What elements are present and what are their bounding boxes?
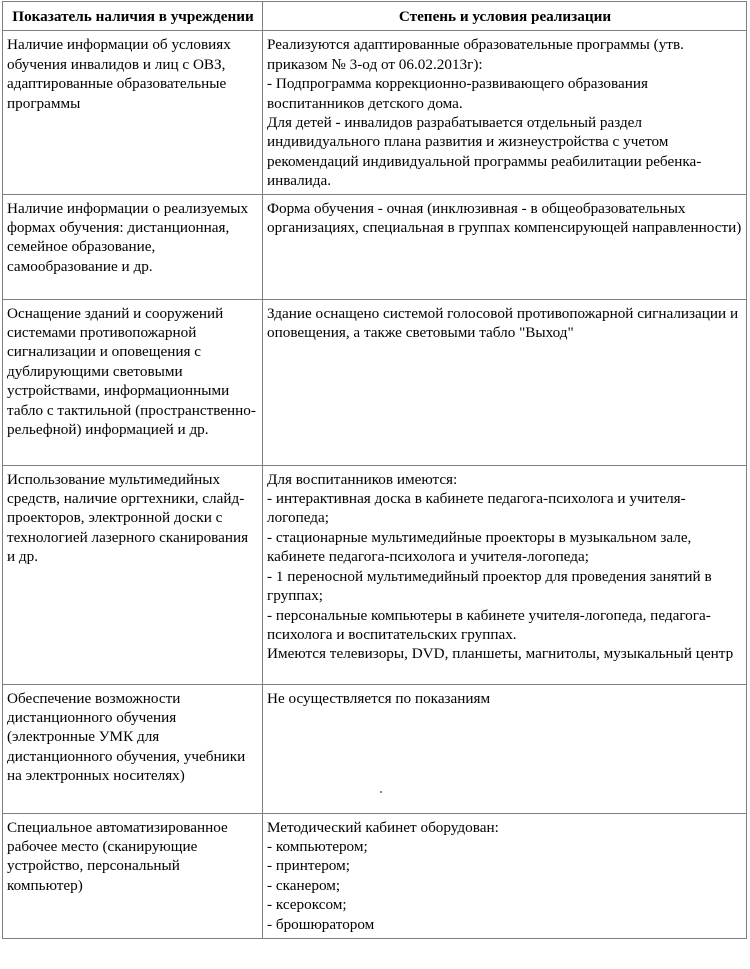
header-indicator: Показатель наличия в учреждении [3, 2, 263, 31]
implementation-cell [263, 31, 747, 194]
table-header-row [3, 2, 747, 31]
indicator-cell: Использование мультимедийных средств, наличие оргтехники, слайд-проекторов, электронной доски с технологией лазерного сканирования и др. [3, 465, 263, 684]
implementation-line: - интерактивная доска в кабинете педагога-психолога и учителя-логопеда; [267, 490, 686, 527]
implementation-cell [263, 299, 747, 465]
implementation-line: - Подпрограмма коррекционно-развивающего образования воспитанников детского дома. [267, 75, 648, 112]
implementation-line: - стационарные мультимедийные проекторы в музыкальном зале, кабинете педагога-психолога и учителя-логопеда; [267, 528, 692, 566]
header-implementation: Степень и условия реализации [263, 2, 747, 31]
indicator-cell: Обеспечение возможности дистанционного обучения (электронные УМК для дистанционного обучения, учебники на электронных носителях) [3, 684, 263, 813]
implementation-line: - персональные компьютеры в кабинете учителя-логопеда, педагога-психолога и воспитательских группах. [267, 606, 711, 643]
implementation-line: Не осуществляется по показаниям [267, 689, 491, 707]
implementation-line: Методический кабинет оборудован: [267, 818, 499, 836]
implementation-line: - сканером; [267, 876, 341, 894]
implementation-line: - 1 переносной мультимедийный проектор для проведения занятий в группах; [267, 567, 712, 605]
implementation-line: - брошюратором [267, 915, 375, 933]
implementation-cell [263, 684, 747, 813]
implementation-line: Для воспитанников имеются: [267, 470, 458, 488]
implementation-line: - принтером; [267, 857, 350, 875]
table-row [3, 684, 747, 813]
implementation-line: Имеются телевизоры, DVD, планшеты, магнитолы, музыкальный центр [267, 645, 734, 663]
implementation-line: Здание оснащено системой голосовой противопожарной сигнализации и оповещения, а также световыми табло "Выход" [267, 304, 739, 342]
table-row [3, 31, 747, 194]
implementation-line: Реализуются адаптированные образовательные программы (утв. приказом № 3-од от 06.02.2013г): [267, 36, 684, 73]
table-row [3, 194, 747, 299]
implementation-line: Форма обучения - очная (инклюзивная - в общеобразовательных организациях, специальная в группах компенсирующей направленности) [267, 199, 742, 237]
implementation-cell [263, 465, 747, 684]
table-row [3, 465, 747, 684]
indicator-cell: Наличие информации об условиях обучения инвалидов и лиц с ОВЗ, адаптированные образовательные программы [3, 31, 263, 194]
accessibility-table [2, 1, 747, 939]
indicator-cell: Оснащение зданий и сооружений системами противопожарной сигнализации и оповещения с дублирующими световыми устройствами, информационными табло с тактильной (пространственно-рельефной) информацией и др. [3, 299, 263, 465]
implementation-line: Для детей - инвалидов разрабатывается отдельный раздел индивидуального плана развития и жизнеустройства с учетом рекомендаций индивидуальной программы реабилитации ребенка-инвалида. [267, 114, 702, 190]
implementation-line: - компьютером; [267, 838, 368, 856]
scan-speck [380, 791, 382, 793]
implementation-cell [263, 813, 747, 938]
indicator-cell: Специальное автоматизированное рабочее место (сканирующие устройство, персональный компьютер) [3, 813, 263, 938]
table-row [3, 299, 747, 465]
indicator-cell: Наличие информации о реализуемых формах обучения: дистанционная, семейное образование, самообразование и др. [3, 194, 263, 299]
implementation-line: - ксероксом; [267, 896, 347, 914]
table-row [3, 813, 747, 938]
implementation-cell [263, 194, 747, 299]
